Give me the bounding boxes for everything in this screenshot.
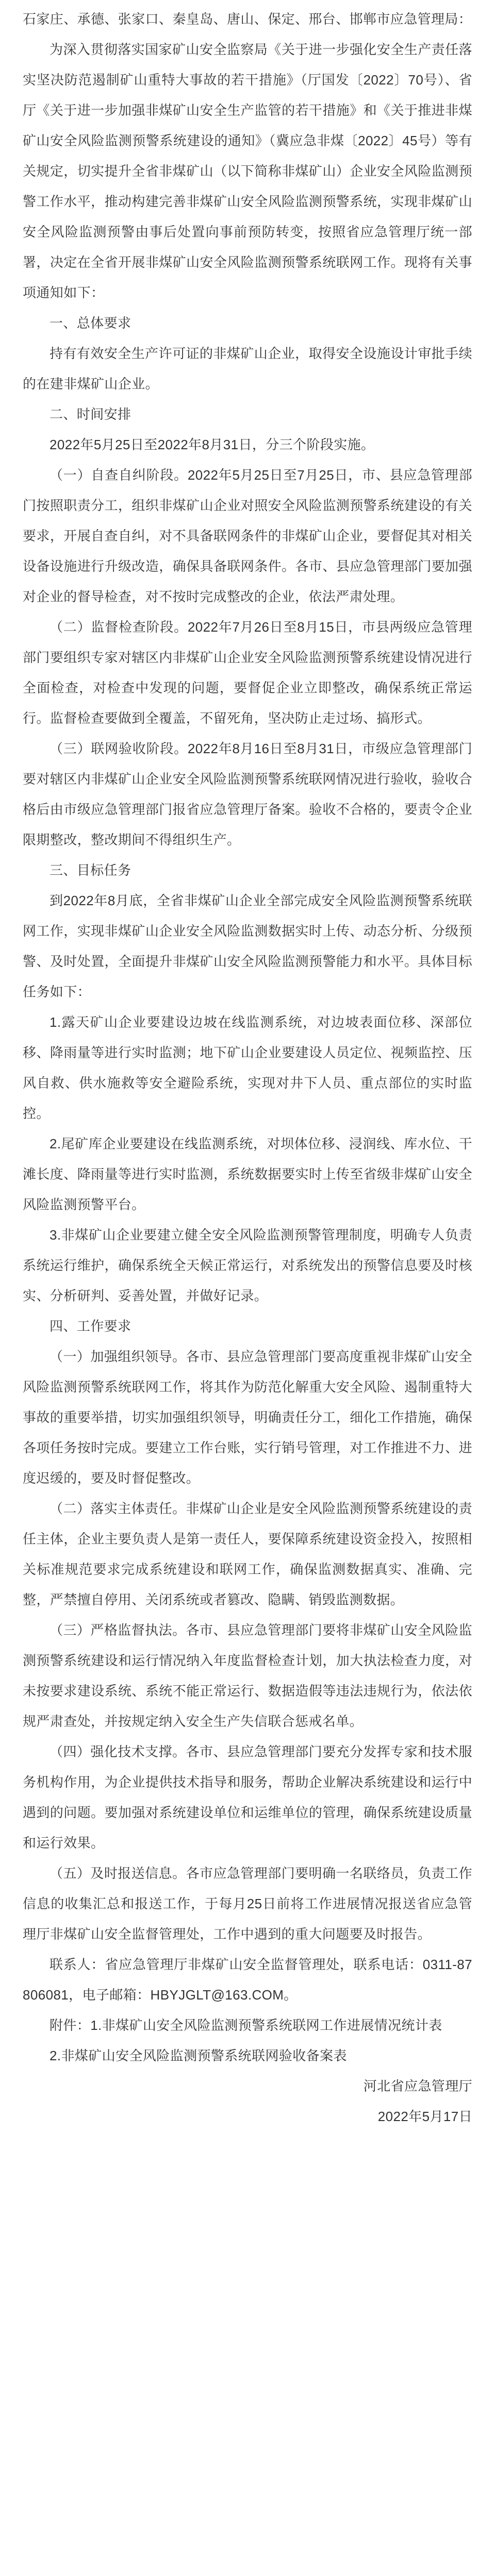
article-paragraph: （三）联网验收阶段。2022年8月16日至8月31日，市级应急管理部门要对辖区内非煤矿山企业安全风险监测预警系统联网情况进行验收，验收合格后由市级应急管理部门报省应急管理厅备案。验收不合格的，要责令企业限期整改，整改期间不得组织生产。 bbox=[23, 741, 472, 848]
article-paragraph: 持有有效安全生产许可证的非煤矿山企业，取得安全设施设计审批手续的在建非煤矿山企业。 bbox=[23, 346, 472, 392]
article-paragraph: 附件：1.非煤矿山安全风险监测预警系统联网工作进展情况统计表 bbox=[50, 2018, 442, 2033]
article-paragraph: 联系人：省应急管理厅非煤矿山安全监督管理处，联系电话：0311-87806081，电子邮箱：HBYJGLT@163.COM。 bbox=[23, 1957, 472, 2003]
article-paragraph: 到2022年8月底，全省非煤矿山企业全部完成安全风险监测预警系统联网工作，实现非煤矿山企业安全风险监测数据实时上传、动态分析、分级预警、及时处置，全面提升非煤矿山安全风险监测预警能力和水平。具体目标任务如下： bbox=[23, 893, 472, 999]
article-paragraph: 3.非煤矿山企业要建立健全安全风险监测预警管理制度，明确专人负责系统运行维护，确保系统全天候正常运行，对系统发出的预警信息要及时核实、分析研判、妥善处置，并做好记录。 bbox=[23, 1227, 472, 1303]
section-heading: 一、总体要求 bbox=[50, 315, 131, 331]
article-body bbox=[23, 4, 472, 2132]
article-paragraph: 石家庄、承德、张家口、秦皇岛、唐山、保定、邢台、邯郸市应急管理局： bbox=[23, 11, 472, 27]
article-paragraph: （二）落实主体责任。非煤矿山企业是安全风险监测预警系统建设的责任主体，企业主要负责人是第一责任人，要保障系统建设资金投入，按照相关标准规范要求完成系统建设和联网工作，确保监测数据真实、准确、完整，严禁擅自停用、关闭系统或者篡改、隐瞒、销毁监测数据。 bbox=[23, 1501, 472, 1607]
article-paragraph: （四）强化技术支撑。各市、县应急管理部门要充分发挥专家和技术服务机构作用，为企业提供技术指导和服务，帮助企业解决系统建设和运行中遇到的问题。要加强对系统建设单位和运维单位的管理，确保系统建设质量和运行效果。 bbox=[23, 1744, 472, 1851]
article-paragraph: （三）严格监督执法。各市、县应急管理部门要将非煤矿山安全风险监测预警系统建设和运行情况纳入年度监督检查计划，加大执法检查力度，对未按要求建设系统、系统不能正常运行、数据造假等违法违规行为，依法依规严肃查处，并按规定纳入安全生产失信联合惩戒名单。 bbox=[23, 1622, 472, 1729]
article-paragraph: （一）加强组织领导。各市、县应急管理部门要高度重视非煤矿山安全风险监测预警系统联网工作，将其作为防范化解重大安全风险、遏制重特大事故的重要举措，切实加强组织领导，明确责任分工，细化工作措施，确保各项任务按时完成。要建立工作台账，实行销号管理，对工作推进不力、进度迟缓的，要及时督促整改。 bbox=[23, 1349, 472, 1486]
section-heading: 二、时间安排 bbox=[50, 406, 131, 422]
section-heading: 四、工作要求 bbox=[50, 1318, 131, 1334]
article-paragraph: （二）监督检查阶段。2022年7月26日至8月15日，市县两级应急管理部门要组织专家对辖区内非煤矿山企业安全风险监测预警系统建设情况进行全面检查，对检查中发现的问题，要督促企业立即整改，确保系统正常运行。监督检查要做到全覆盖，不留死角，坚决防止走过场、搞形式。 bbox=[23, 619, 472, 726]
article-paragraph: 2022年5月25日至2022年8月31日，分三个阶段实施。 bbox=[50, 437, 375, 452]
article-paragraph: 2.非煤矿山安全风险监测预警系统联网验收备案表 bbox=[50, 2048, 347, 2063]
article-paragraph: （五）及时报送信息。各市应急管理部门要明确一名联络员，负责工作信息的收集汇总和报送工作，于每月25日前将工作进展情况报送省应急管理厅非煤矿山安全监督管理处，工作中遇到的重大问题要及时报告。 bbox=[23, 1866, 472, 1942]
section-heading: 三、目标任务 bbox=[50, 862, 131, 878]
article-paragraph: 1.露天矿山企业要建设边坡在线监测系统，对边坡表面位移、深部位移、降雨量等进行实时监测；地下矿山企业要建设人员定位、视频监控、压风自救、供水施救等安全避险系统，实现对井下人员、重点部位的实时监控。 bbox=[23, 1014, 472, 1121]
signature-line: 2022年5月17日 bbox=[377, 2109, 472, 2124]
article-paragraph: 2.尾矿库企业要建设在线监测系统，对坝体位移、浸润线、库水位、干滩长度、降雨量等进行实时监测，系统数据要实时上传至省级非煤矿山安全风险监测预警平台。 bbox=[23, 1136, 472, 1212]
signature-line: 河北省应急管理厅 bbox=[363, 2078, 472, 2094]
article-paragraph: （一）自查自纠阶段。2022年5月25日至7月25日，市、县应急管理部门按照职责分工，组织非煤矿山企业对照安全风险监测预警系统建设的有关要求，开展自查自纠，对不具备联网条件的非煤矿山企业，要督促其对相关设备设施进行升级改造，确保具备联网条件。各市、县应急管理部门要加强对企业的督导检查，对不按时完成整改的企业，依法严肃处理。 bbox=[23, 467, 472, 604]
article-paragraph: 为深入贯彻落实国家矿山安全监察局《关于进一步强化安全生产责任落实坚决防范遏制矿山重特大事故的若干措施》（厅国发〔2022〕70号）、省厅《关于进一步加强非煤矿山安全生产监管的若干措施》和《关于推进非煤矿山安全风险监测预警系统建设的通知》（冀应急非煤〔2022〕45号）等有关规定，切实提升全省非煤矿山（以下简称非煤矿山）企业安全风险监测预警工作水平，推动构建完善非煤矿山安全风险监测预警系统，实现非煤矿山安全风险监测预警由事后处置向事前预防转变，按照省应急管理厅统一部署，决定在全省开展非煤矿山安全风险监测预警系统联网工作。现将有关事项通知如下： bbox=[23, 42, 472, 300]
